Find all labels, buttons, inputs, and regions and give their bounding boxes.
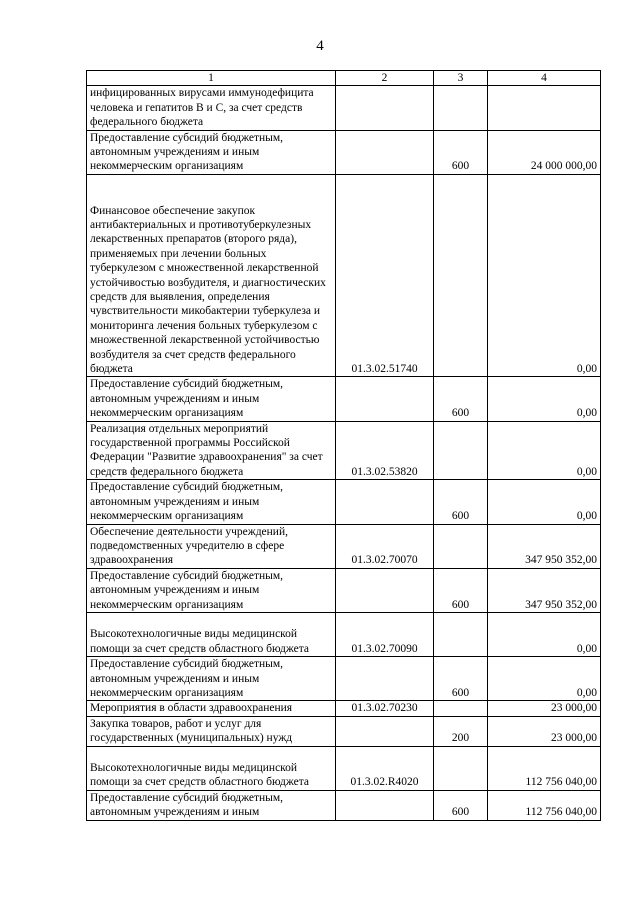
page-number: 4 <box>316 38 324 54</box>
row-type-cell <box>434 86 488 130</box>
row-code-cell <box>336 86 434 130</box>
row-type-cell: 600 <box>434 657 488 701</box>
row-name-cell: Предоставление субсидий бюджетным, автономным учреждениям и иным некоммерческим организациям <box>87 377 336 421</box>
row-name-cell: Предоставление субсидий бюджетным, автономным учреждениям и иным некоммерческим организациям <box>87 657 336 701</box>
row-code-cell: 01.3.02.53820 <box>336 421 434 480</box>
row-amount-cell: 347 950 352,00 <box>488 524 601 568</box>
row-amount-cell: 0,00 <box>488 612 601 656</box>
table-row <box>87 480 601 524</box>
budget-table-body <box>87 71 601 821</box>
row-name-cell: Закупка товаров, работ и услуг для государственных (муниципальных) нужд <box>87 716 336 746</box>
row-type-cell: 600 <box>434 377 488 421</box>
row-type-cell: 600 <box>434 480 488 524</box>
column-header-1: 1 <box>87 71 336 86</box>
column-header-4: 4 <box>488 71 601 86</box>
table-row <box>87 377 601 421</box>
row-code-cell: 01.3.02.70070 <box>336 524 434 568</box>
table-row <box>87 130 601 174</box>
table-row <box>87 86 601 130</box>
row-name-cell: Предоставление субсидий бюджетным, автономным учреждениям и иным некоммерческим организациям <box>87 480 336 524</box>
table-row <box>87 716 601 746</box>
table-row <box>87 701 601 716</box>
row-amount-cell: 23 000,00 <box>488 701 601 716</box>
row-amount-cell: 0,00 <box>488 421 601 480</box>
row-amount-cell <box>488 86 601 130</box>
row-type-cell <box>434 746 488 790</box>
row-name-cell: Предоставление субсидий бюджетным, автономным учреждениям и иным <box>87 790 336 820</box>
row-type-cell: 600 <box>434 790 488 820</box>
row-type-cell <box>434 421 488 480</box>
row-type-cell: 600 <box>434 568 488 612</box>
row-amount-cell: 0,00 <box>488 480 601 524</box>
row-name-cell: Финансовое обеспечение закупок антибактериальных и противотуберкулезных лекарственных препаратов (второго ряда), применяемых при лечении больных туберкулезом с множественной лекарственной устойчивостью возбудителя, и диагностических средств для выявления, определения чувствительности микобактерии туберкулеза и мониторинга лечения больных туберкулезом с множественной лекарственной устойчивостью возбудителя за счет средств федерального бюджета <box>87 174 336 377</box>
column-header-2: 2 <box>336 71 434 86</box>
table-row <box>87 790 601 820</box>
row-name-cell: инфицированных вирусами иммунодефицита человека и гепатитов В и С, за счет средств федерального бюджета <box>87 86 336 130</box>
budget-table <box>86 70 601 821</box>
table-row <box>87 174 601 377</box>
row-amount-cell: 0,00 <box>488 657 601 701</box>
row-name-cell: Предоставление субсидий бюджетным, автономным учреждениям и иным некоммерческим организациям <box>87 568 336 612</box>
row-code-cell <box>336 568 434 612</box>
table-row <box>87 612 601 656</box>
row-type-cell <box>434 174 488 377</box>
row-amount-cell: 0,00 <box>488 377 601 421</box>
table-row <box>87 524 601 568</box>
row-type-cell <box>434 701 488 716</box>
column-numbers-row <box>87 71 601 86</box>
row-amount-cell: 0,00 <box>488 174 601 377</box>
row-code-cell <box>336 377 434 421</box>
row-amount-cell: 23 000,00 <box>488 716 601 746</box>
row-code-cell: 01.3.02.70090 <box>336 612 434 656</box>
row-type-cell: 600 <box>434 130 488 174</box>
row-type-cell <box>434 524 488 568</box>
row-code-cell <box>336 790 434 820</box>
table-row <box>87 568 601 612</box>
row-name-cell: Мероприятия в области здравоохранения <box>87 701 336 716</box>
row-amount-cell: 24 000 000,00 <box>488 130 601 174</box>
row-name-cell: Реализация отдельных мероприятий государственной программы Российской Федерации "Развитие здравоохранения" за счет средств федерального бюджета <box>87 421 336 480</box>
row-name-cell: Предоставление субсидий бюджетным, автономным учреждениям и иным некоммерческим организациям <box>87 130 336 174</box>
row-code-cell: 01.3.02.51740 <box>336 174 434 377</box>
row-type-cell: 200 <box>434 716 488 746</box>
row-code-cell: 01.3.02.R4020 <box>336 746 434 790</box>
row-code-cell <box>336 657 434 701</box>
row-code-cell <box>336 130 434 174</box>
row-name-cell: Высокотехнологичные виды медицинской помощи за счет средств областного бюджета <box>87 612 336 656</box>
row-name-cell: Высокотехнологичные виды медицинской помощи за счет средств областного бюджета <box>87 746 336 790</box>
row-amount-cell: 112 756 040,00 <box>488 790 601 820</box>
table-row <box>87 746 601 790</box>
column-header-3: 3 <box>434 71 488 86</box>
row-code-cell <box>336 480 434 524</box>
row-amount-cell: 347 950 352,00 <box>488 568 601 612</box>
row-code-cell: 01.3.02.70230 <box>336 701 434 716</box>
row-code-cell <box>336 716 434 746</box>
table-row <box>87 657 601 701</box>
row-amount-cell: 112 756 040,00 <box>488 746 601 790</box>
row-type-cell <box>434 612 488 656</box>
table-row <box>87 421 601 480</box>
row-name-cell: Обеспечение деятельности учреждений, подведомственных учредителю в сфере здравоохранения <box>87 524 336 568</box>
